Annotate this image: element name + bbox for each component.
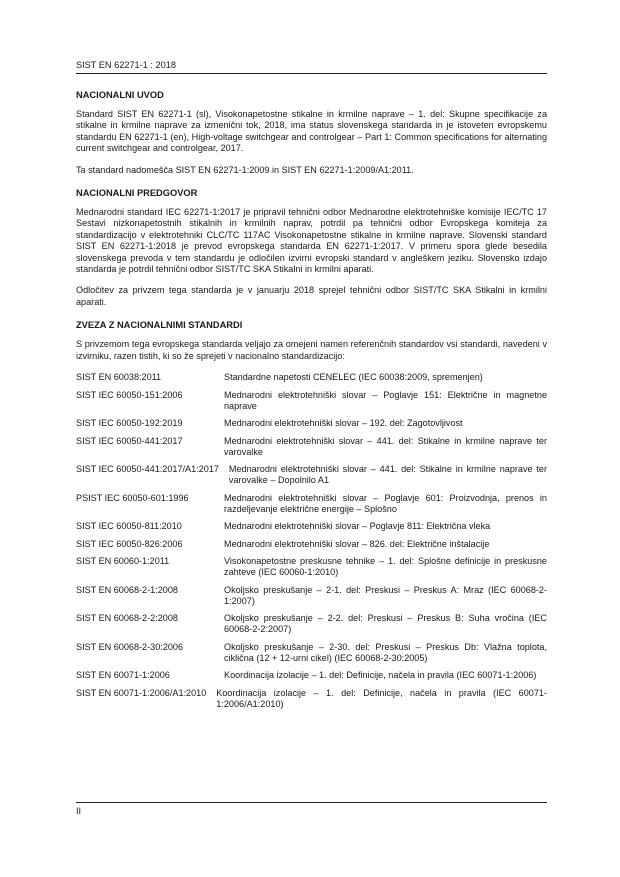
standard-title: Okoljsko preskušanje – 2-1. del: Preskusi – Preskus A: Mraz (IEC 60068-2-1:2007) — [224, 584, 547, 606]
standard-title: Mednarodni elektrotehniški slovar – 441. del: Stikalne in krmilne naprave ter varovalke – Dopolnilo A1 — [228, 464, 547, 486]
standard-title: Mednarodni elektrotehniški slovar – Poglavje 151: Električne in magnetne naprave — [224, 389, 547, 411]
standard-row — [76, 613, 547, 635]
standard-title: Mednarodni elektrotehniški slovar – 441. del: Stikalne in krmilne naprave ter varovalke — [224, 435, 547, 457]
standard-title: Okoljsko preskušanje – 2-30. del: Preskusi – Preskus Db: Vlažna toplota, ciklična (12 + 12-urni cikel) (IEC 60068-2-30:2005) — [224, 641, 547, 663]
uvod-paragraph-2: Ta standard nadomešča SIST EN 62271-1:2009 in SIST EN 62271-1:2009/A1:2011. — [76, 164, 414, 175]
standard-code: SIST EN 60038:2011 — [76, 372, 162, 383]
standard-row — [76, 436, 547, 458]
standard-title: Visokonapetostne preskusne tehnike – 1. del: Splošne definicije in preskusne zahteve (IEC 60060-1:2010) — [224, 556, 547, 578]
standard-code: SIST EN 60068-2-30:2006 — [76, 641, 184, 652]
section-title-zveza: ZVEZA Z NACIONALNIMI STANDARDI — [76, 320, 243, 331]
standard-title: Mednarodni elektrotehniški slovar – Poglavje 601: Proizvodnja, prenos in razdeljevanje električne energije – Splošno — [224, 492, 547, 514]
standard-row — [76, 418, 547, 429]
standard-code: SIST EN 60071-1:2006/A1:2010 — [76, 687, 207, 698]
standard-code: SIST IEC 60050-151:2006 — [76, 389, 183, 400]
standard-title: Mednarodni elektrotehniški slovar – 826. del: Električne inštalacije — [224, 538, 490, 549]
standard-code: SIST IEC 60050-826:2006 — [76, 538, 183, 549]
uvod-paragraph-1: Standard SIST EN 62271-1 (sl), Visokonapetostne stikalne in krmilne naprave – 1. del: Skupne specifikacije za stikalne in krmilne naprave za izmenični tok, 2018, ima status slovenskega standarda in je istoveten evropskemu standardu EN 62271-1 (en), High-voltage switchgear and controlgear – Part 1: Common specifications for alternating current switchgear and controlgear, 2017. — [76, 109, 547, 154]
footer-rule — [76, 802, 547, 803]
standard-code: SIST IEC 60050-441:2017/A1:2017 — [76, 464, 219, 475]
standard-row — [76, 493, 547, 515]
standard-row — [76, 464, 547, 486]
standard-code: SIST EN 60068-2-1:2008 — [76, 584, 178, 595]
standard-row — [76, 670, 547, 681]
standard-title: Mednarodni elektrotehniški slovar – Poglavje 811: Električna vleka — [224, 521, 491, 532]
page-number: II — [76, 806, 82, 816]
standard-title: Okoljsko preskušanje – 2-2. del: Preskusi – Preskus B: Suha vročina (IEC 60068-2-2:2007) — [224, 613, 547, 635]
standard-code: SIST EN 60071-1:2006 — [76, 670, 170, 681]
section-title-nacionalni-predgovor: NACIONALNI PREDGOVOR — [76, 188, 198, 199]
standard-row — [76, 390, 547, 412]
standard-row — [76, 642, 547, 664]
standard-row — [76, 521, 547, 532]
standard-row — [76, 372, 547, 383]
predgovor-paragraph-2: Odločitev za privzem tega standarda je v januarju 2018 sprejel tehnični odbor SIST/TC SKA Stikalni in krmilni aparati. — [76, 285, 547, 307]
standards-list — [76, 372, 547, 710]
standard-code: SIST IEC 60050-811:2010 — [76, 521, 182, 532]
standard-row — [76, 688, 547, 710]
standard-row — [76, 556, 547, 578]
standard-title: Mednarodni elektrotehniški slovar – 192. del: Zagotovljivost — [224, 418, 463, 429]
page-content — [76, 90, 547, 716]
section-title-nacionalni-uvod: NACIONALNI UVOD — [76, 90, 164, 100]
standard-code: SIST EN 60068-2-2:2008 — [76, 613, 178, 624]
standard-code: SIST IEC 60050-192:2019 — [76, 418, 183, 429]
standard-title: Koordinacija izolacije – 1. del: Definicije, načela in pravila (IEC 60071-1:2006/A1:2010) — [216, 687, 547, 709]
standard-code: SIST EN 60060-1:2011 — [76, 556, 170, 567]
header-document-code: SIST EN 62271-1 : 2018 — [76, 60, 176, 70]
standard-row — [76, 585, 547, 607]
standard-title: Koordinacija izolacije – 1. del: Definicije, načela in pravila (IEC 60071-1:2006) — [224, 670, 537, 681]
standard-code: SIST IEC 60050-441:2017 — [76, 435, 183, 446]
standard-code: PSIST IEC 60050-601:1996 — [76, 492, 189, 503]
standard-row — [76, 539, 547, 550]
header-rule — [76, 73, 547, 74]
zveza-intro: S privzemom tega evropskega standarda veljajo za omejeni namen referenčnih standardov vsi standardi, navedeni v izvirniku, razen tistih, ki so že sprejeti v nacionalno standardizacijo: — [76, 339, 547, 361]
predgovor-paragraph-1: Mednarodni standard IEC 62271-1:2017 je pripravil tehnični odbor Mednarodne elektrotehniške komisije IEC/TC 17 Sestavi nizkonapetostnih stikalnih in krmilnih naprav, potrdil pa tehnični odbor Evropskega komiteja za standardizacijo v elektrotehniki CLC/TC 117AC Visokonapetostne stikalne in krmilne naprave. Slovenski standard SIST EN 62271-1:2018 je prevod evropskega standarda EN 62271-1:2017. V primeru spora glede besedila slovenskega prevoda v tem standardu je odločilen izvirni evropski standard v angleškem jeziku. Slovensko izdajo standarda je potrdil tehnični odbor SIST/TC SKA Stikalni in krmilni aparati. — [76, 207, 547, 275]
standard-title: Standardne napetosti CENELEC (IEC 60038:2009, spremenjen) — [224, 372, 483, 383]
